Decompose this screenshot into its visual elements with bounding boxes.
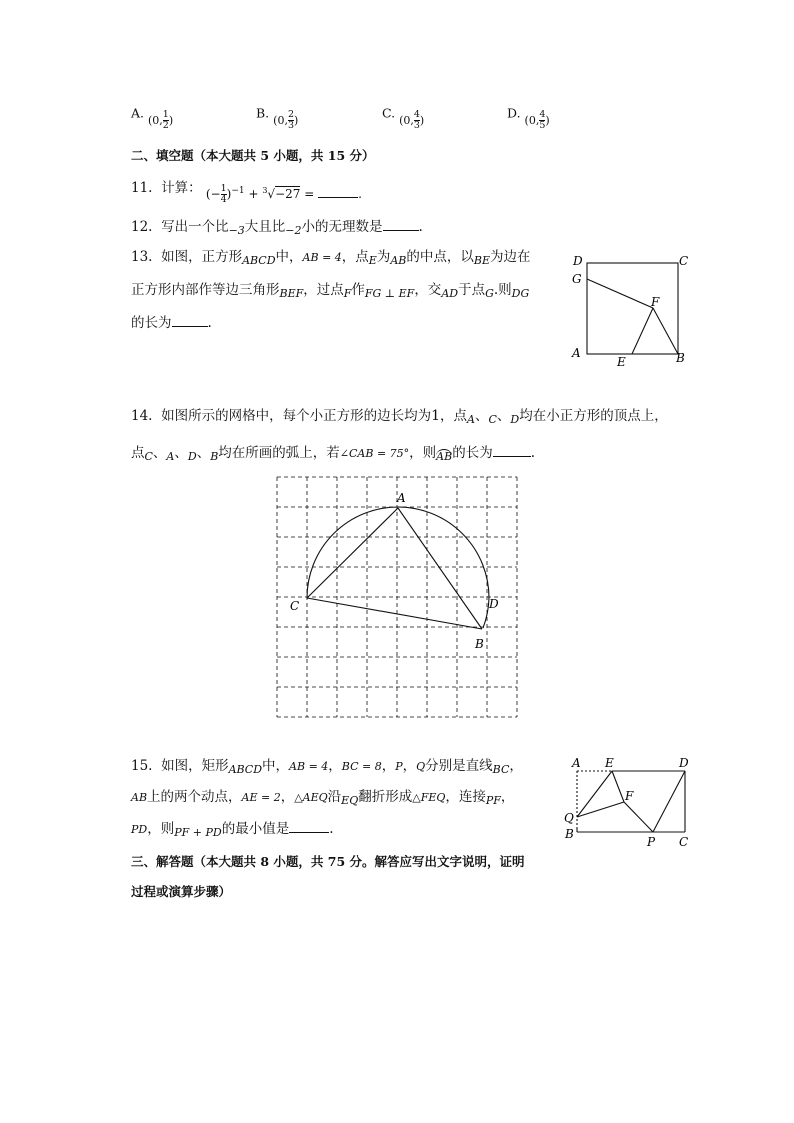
segment-ac (307, 508, 398, 598)
label-b: B (475, 637, 484, 651)
label-a: A (572, 346, 581, 360)
label-c: C (679, 254, 689, 268)
option-d: D. (0, $\frac{4}{5}$ ) (507, 105, 550, 131)
question-14-line-2: 点$_C$、$_A$、$_D$、$_B$均在所画的弧上，若∠CAB = 75°，则$_{AB}$的长为 . (131, 445, 535, 463)
figure-square-abcd (566, 250, 696, 372)
label-q: Q (564, 811, 574, 825)
label-a: A (397, 491, 406, 505)
label-d: D (573, 254, 583, 268)
label-d: D (489, 597, 499, 611)
segment-gf (587, 279, 653, 308)
section-heading-answer: 三、解答题（本大题共 8 小题，共 75 分。解答应写出文字说明，证明 (131, 854, 525, 869)
figure-rectangle-abcd (560, 752, 700, 852)
question-12: 12. 写出一个比$_{-3}$大且比$_{-2}$小的无理数是 . (131, 219, 423, 237)
label-d: D (679, 756, 689, 770)
option-a: A. (0, $\frac{1}{2}$ ) (131, 105, 174, 131)
question-13-line-2: 正方形内部作等边三角形$_{BEF}$，过点$_F$作$_{FG \perp EF}$，交$_{AD}$于点$_G$.则$_{DG}$ (131, 282, 530, 300)
option-b: B. (0, $\frac{2}{3}$ ) (256, 105, 299, 131)
segment-ef (612, 771, 624, 802)
section-heading-answer-line-2: 过程或演算步骤） (131, 884, 232, 899)
question-11: 11. 计算： (− $\frac{1}{4}$ )$^{-1}$ + $^3$√−27 = . (131, 180, 362, 205)
label-b: B (565, 827, 574, 841)
segment-ab (398, 508, 482, 629)
square-outline (587, 263, 678, 354)
question-14-line-1: 14. 如图所示的网格中，每个小正方形的边长均为1，点$_A$、$_C$、$_D$均在小正方形的顶点上， (131, 408, 668, 426)
arc-cad (307, 507, 489, 598)
label-a: A (572, 756, 581, 770)
label-g: G (572, 272, 582, 286)
label-p: P (647, 835, 656, 849)
segment-pd (653, 771, 685, 832)
segment-qf (577, 802, 624, 817)
label-e: E (617, 355, 626, 369)
question-13-line-1: 13. 如图，正方形$_{ABCD}$中，AB = 4，点$_E$为$_{AB}$的中点，以$_{BE}$为边在 (131, 249, 531, 267)
label-f: F (651, 295, 660, 309)
label-c: C (679, 835, 689, 849)
figure-grid-arc (270, 470, 526, 726)
question-15-line-2: AB上的两个动点，AE = 2，△AEQ沿$_{EQ}$翻折形成△FEQ，连接$_{PF}$， (131, 789, 515, 807)
segment-cb (307, 598, 482, 629)
label-e: E (605, 756, 614, 770)
label-b: B (676, 351, 685, 365)
question-13-line-3: 的长为 . (131, 315, 212, 331)
segment-fp (624, 802, 653, 832)
label-f: F (625, 789, 634, 803)
label-c: C (290, 599, 300, 613)
question-15-line-3: PD，则$_{PF + PD}$的最小值是 . (131, 821, 334, 839)
dashed-grid (277, 477, 517, 717)
segment-qe (577, 771, 612, 817)
section-heading-fill-in: 二、填空题（本大题共 5 小题，共 15 分） (131, 148, 375, 163)
segment-fb (653, 308, 678, 354)
question-15-line-1: 15. 如图，矩形$_{ABCD}$中，AB = 4，BC = 8，P，Q分别是直线$_{BC}$， (131, 758, 523, 776)
option-c: C. (0, $\frac{4}{3}$ ) (382, 105, 425, 131)
segment-fe (632, 308, 653, 354)
